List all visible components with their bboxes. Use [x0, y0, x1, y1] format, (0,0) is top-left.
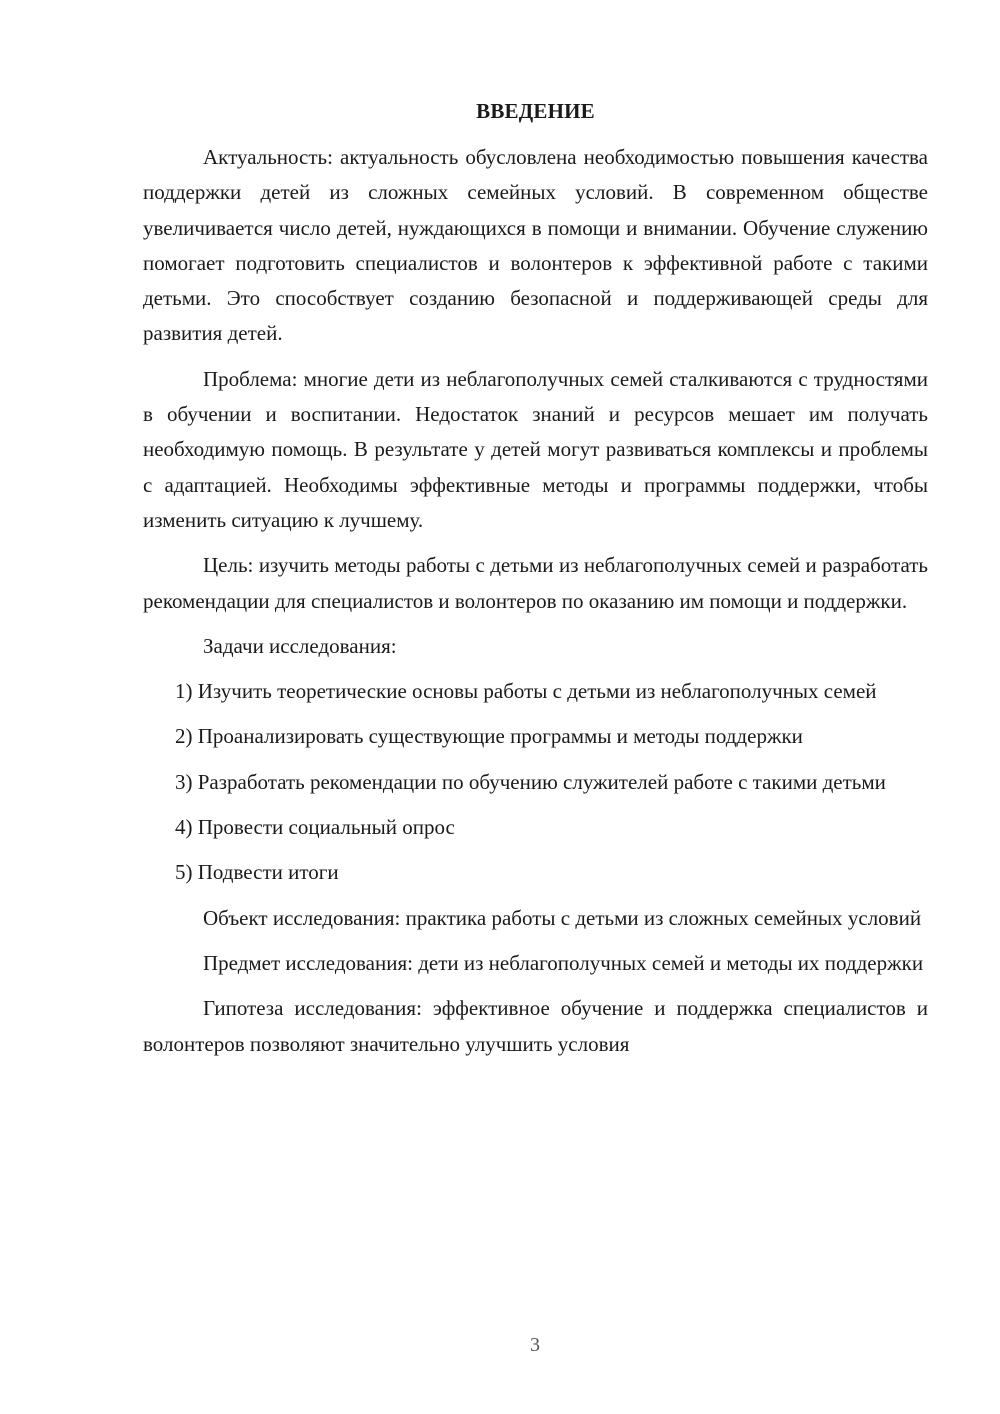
task-item-2: 2) Проанализировать существующие программы и методы поддержки: [175, 724, 803, 749]
hypothesis-paragraph: Гипотеза исследования: эффективное обучение и поддержка специалистов и волонтеров позволяют значительно улучшить условия: [143, 996, 928, 1056]
tasks-heading: Задачи исследования:: [203, 633, 397, 658]
relevance-paragraph: Актуальность: актуальность обусловлена необходимостью повышения качества поддержки детей из сложных семейных условий. В современном обществе увеличивается число детей, нуждающихся в помощи и внимании. Обучение служению помогает подготовить специалистов и волонтеров к эффективной работе с такими детьми. Это способствует созданию безопасной и поддерживающей среды для развития детей.: [143, 145, 928, 346]
section-title: ВВЕДЕНИЕ: [476, 99, 595, 123]
subject-paragraph: Предмет исследования: дети из неблагополучных семей и методы их поддержки: [203, 950, 924, 975]
object-paragraph: Объект исследования: практика работы с детьми из сложных семейных условий: [203, 905, 922, 930]
task-item-1: 1) Изучить теоретические основы работы с детьми из неблагополучных семей: [175, 679, 877, 704]
task-item-3: 3) Разработать рекомендации по обучению служителей работе с такими детьми: [175, 769, 886, 794]
problem-paragraph: Проблема: многие дети из неблагополучных семей сталкиваются с трудностями в обучении и воспитании. Недостаток знаний и ресурсов мешает им получать необходимую помощь. В результате у детей могут развиваться комплексы и проблемы с адаптацией. Необходимы эффективные методы и программы поддержки, чтобы изменить ситуацию к лучшему.: [143, 366, 928, 532]
page-number: 3: [530, 1334, 540, 1356]
task-item-4: 4) Провести социальный опрос: [175, 815, 455, 840]
page-content: [143, 96, 928, 1062]
goal-paragraph: Цель: изучить методы работы с детьми из неблагополучных семей и разработать рекомендации для специалистов и волонтеров по оказанию им помощи и поддержки.: [143, 553, 928, 613]
task-item-5: 5) Подвести итоги: [175, 860, 339, 885]
